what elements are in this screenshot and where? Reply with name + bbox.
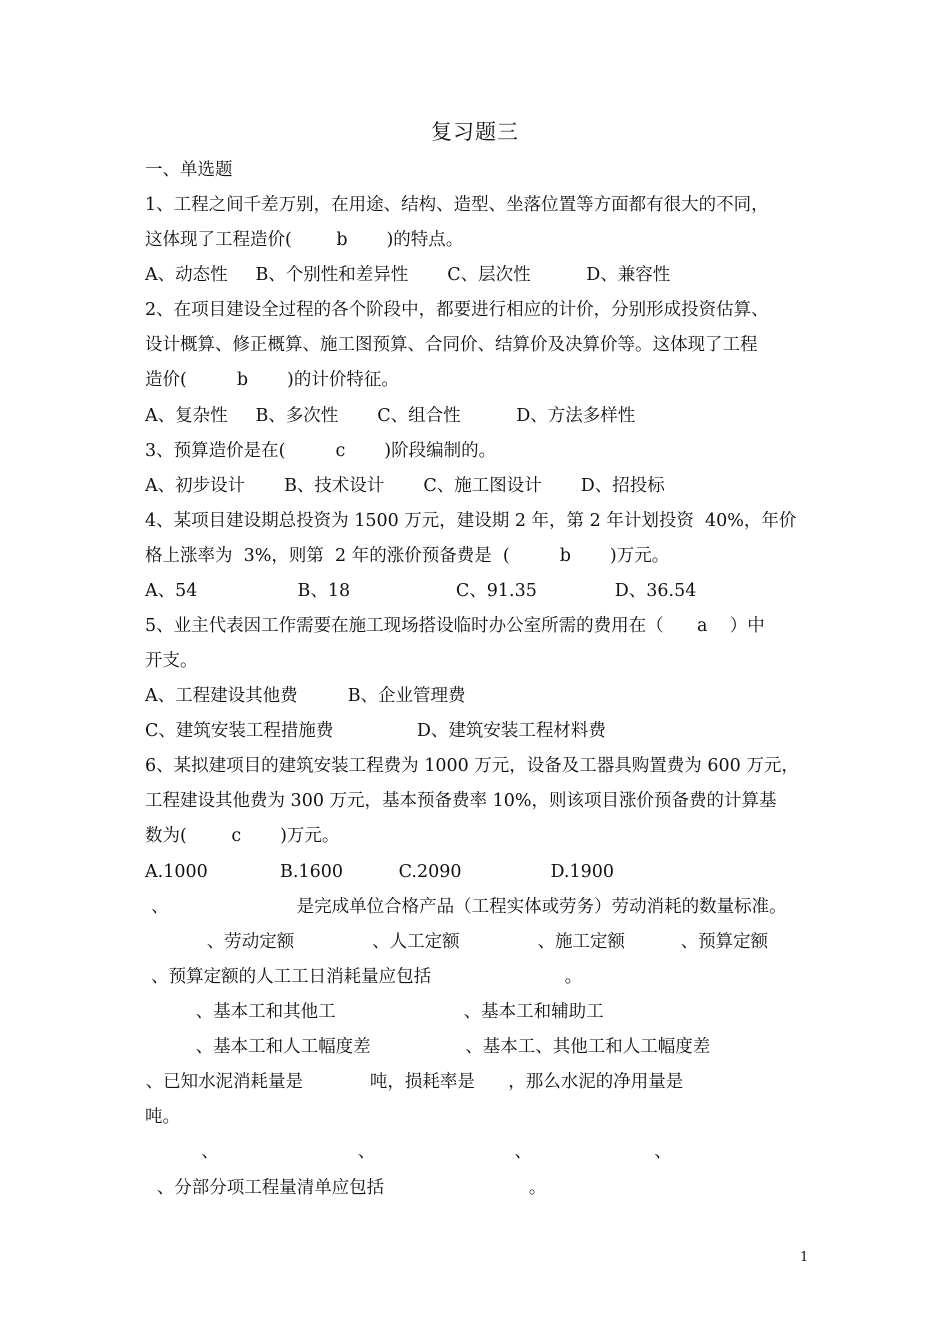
question-7-options: 、劳动定额 、人工定额 、施工定额 、预算定额 <box>140 932 769 952</box>
question-9-line-1: 、已知水泥消耗量是 吨，损耗率是 ，那么水泥的净用量是 <box>140 1072 684 1092</box>
question-3-line-1: 3、预算造价是在( c )阶段编制的。 <box>145 441 497 461</box>
question-5-line-1: 5、业主代表因工作需要在施工现场搭设临时办公室所需的费用在（ a ）中 <box>145 616 765 636</box>
question-2-line-3: 造价( b )的计价特征。 <box>145 370 399 390</box>
question-8-line-1: 、预算定额的人工工日消耗量应包括 。 <box>140 967 583 987</box>
question-5-options-1: A、工程建设其他费 B、企业管理费 <box>145 686 466 706</box>
question-9-line-2: 吨。 <box>145 1107 180 1127</box>
page-title: 复习题三 <box>431 120 519 144</box>
question-6-line-3: 数为( c )万元。 <box>145 826 340 846</box>
question-2-line-1: 2、在项目建设全过程的各个阶段中，都要进行相应的计价，分别形成投资估算、 <box>145 300 769 320</box>
question-8-options-2: 、基本工和人工幅度差 、基本工、其他工和人工幅度差 <box>140 1037 711 1057</box>
section-heading: 一、单选题 <box>145 160 233 180</box>
question-1-options: A、动态性 B、个别性和差异性 C、层次性 D、兼容性 <box>145 265 671 285</box>
question-2-options: A、复杂性 B、多次性 C、组合性 D、方法多样性 <box>145 406 636 426</box>
question-6-line-2: 工程建设其他费为 300 万元，基本预备费率 10%，则该项目涨价预备费的计算基 <box>145 791 777 811</box>
question-1-line-1: 1、工程之间千差万别，在用途、结构、造型、坐落位置等方面都有很大的不同， <box>145 195 769 215</box>
question-4-line-2: 格上涨率为 3%，则第 2 年的涨价预备费是 ( b )万元。 <box>145 546 670 566</box>
question-1-line-2: 这体现了工程造价( b )的特点。 <box>145 230 464 250</box>
question-10-line-1: 、分部分项工程量清单应包括 。 <box>140 1178 547 1198</box>
question-6-line-1: 6、某拟建项目的建筑安装工程费为 1000 万元，设备及工器具购置费为 600 万元， <box>145 756 799 776</box>
question-5-line-2: 开支。 <box>145 651 198 671</box>
question-7-line-1: 、 是完成单位合格产品（工程实体或劳务）劳动消耗的数量标准。 <box>140 897 787 917</box>
question-8-options-1: 、基本工和其他工 、基本工和辅助工 <box>140 1002 604 1022</box>
question-6-options: A.1000 B.1600 C.2090 D.1900 <box>145 862 615 882</box>
question-3-options: A、初步设计 B、技术设计 C、施工图设计 D、招投标 <box>145 476 665 496</box>
question-2-line-2: 设计概算、修正概算、施工图预算、合同价、结算价及决算价等。这体现了工程 <box>145 335 758 355</box>
page-number: 1 <box>800 1250 809 1265</box>
question-5-options-2: C、建筑安装工程措施费 D、建筑安装工程材料费 <box>145 721 606 741</box>
question-9-options: 、 、 、 、 <box>140 1142 672 1162</box>
question-4-line-1: 4、某项目建设期总投资为 1500 万元，建设期 2 年，第 2 年计划投资 40%，年价 <box>145 511 797 531</box>
question-4-options: A、54 B、18 C、91.35 D、36.54 <box>145 581 697 601</box>
